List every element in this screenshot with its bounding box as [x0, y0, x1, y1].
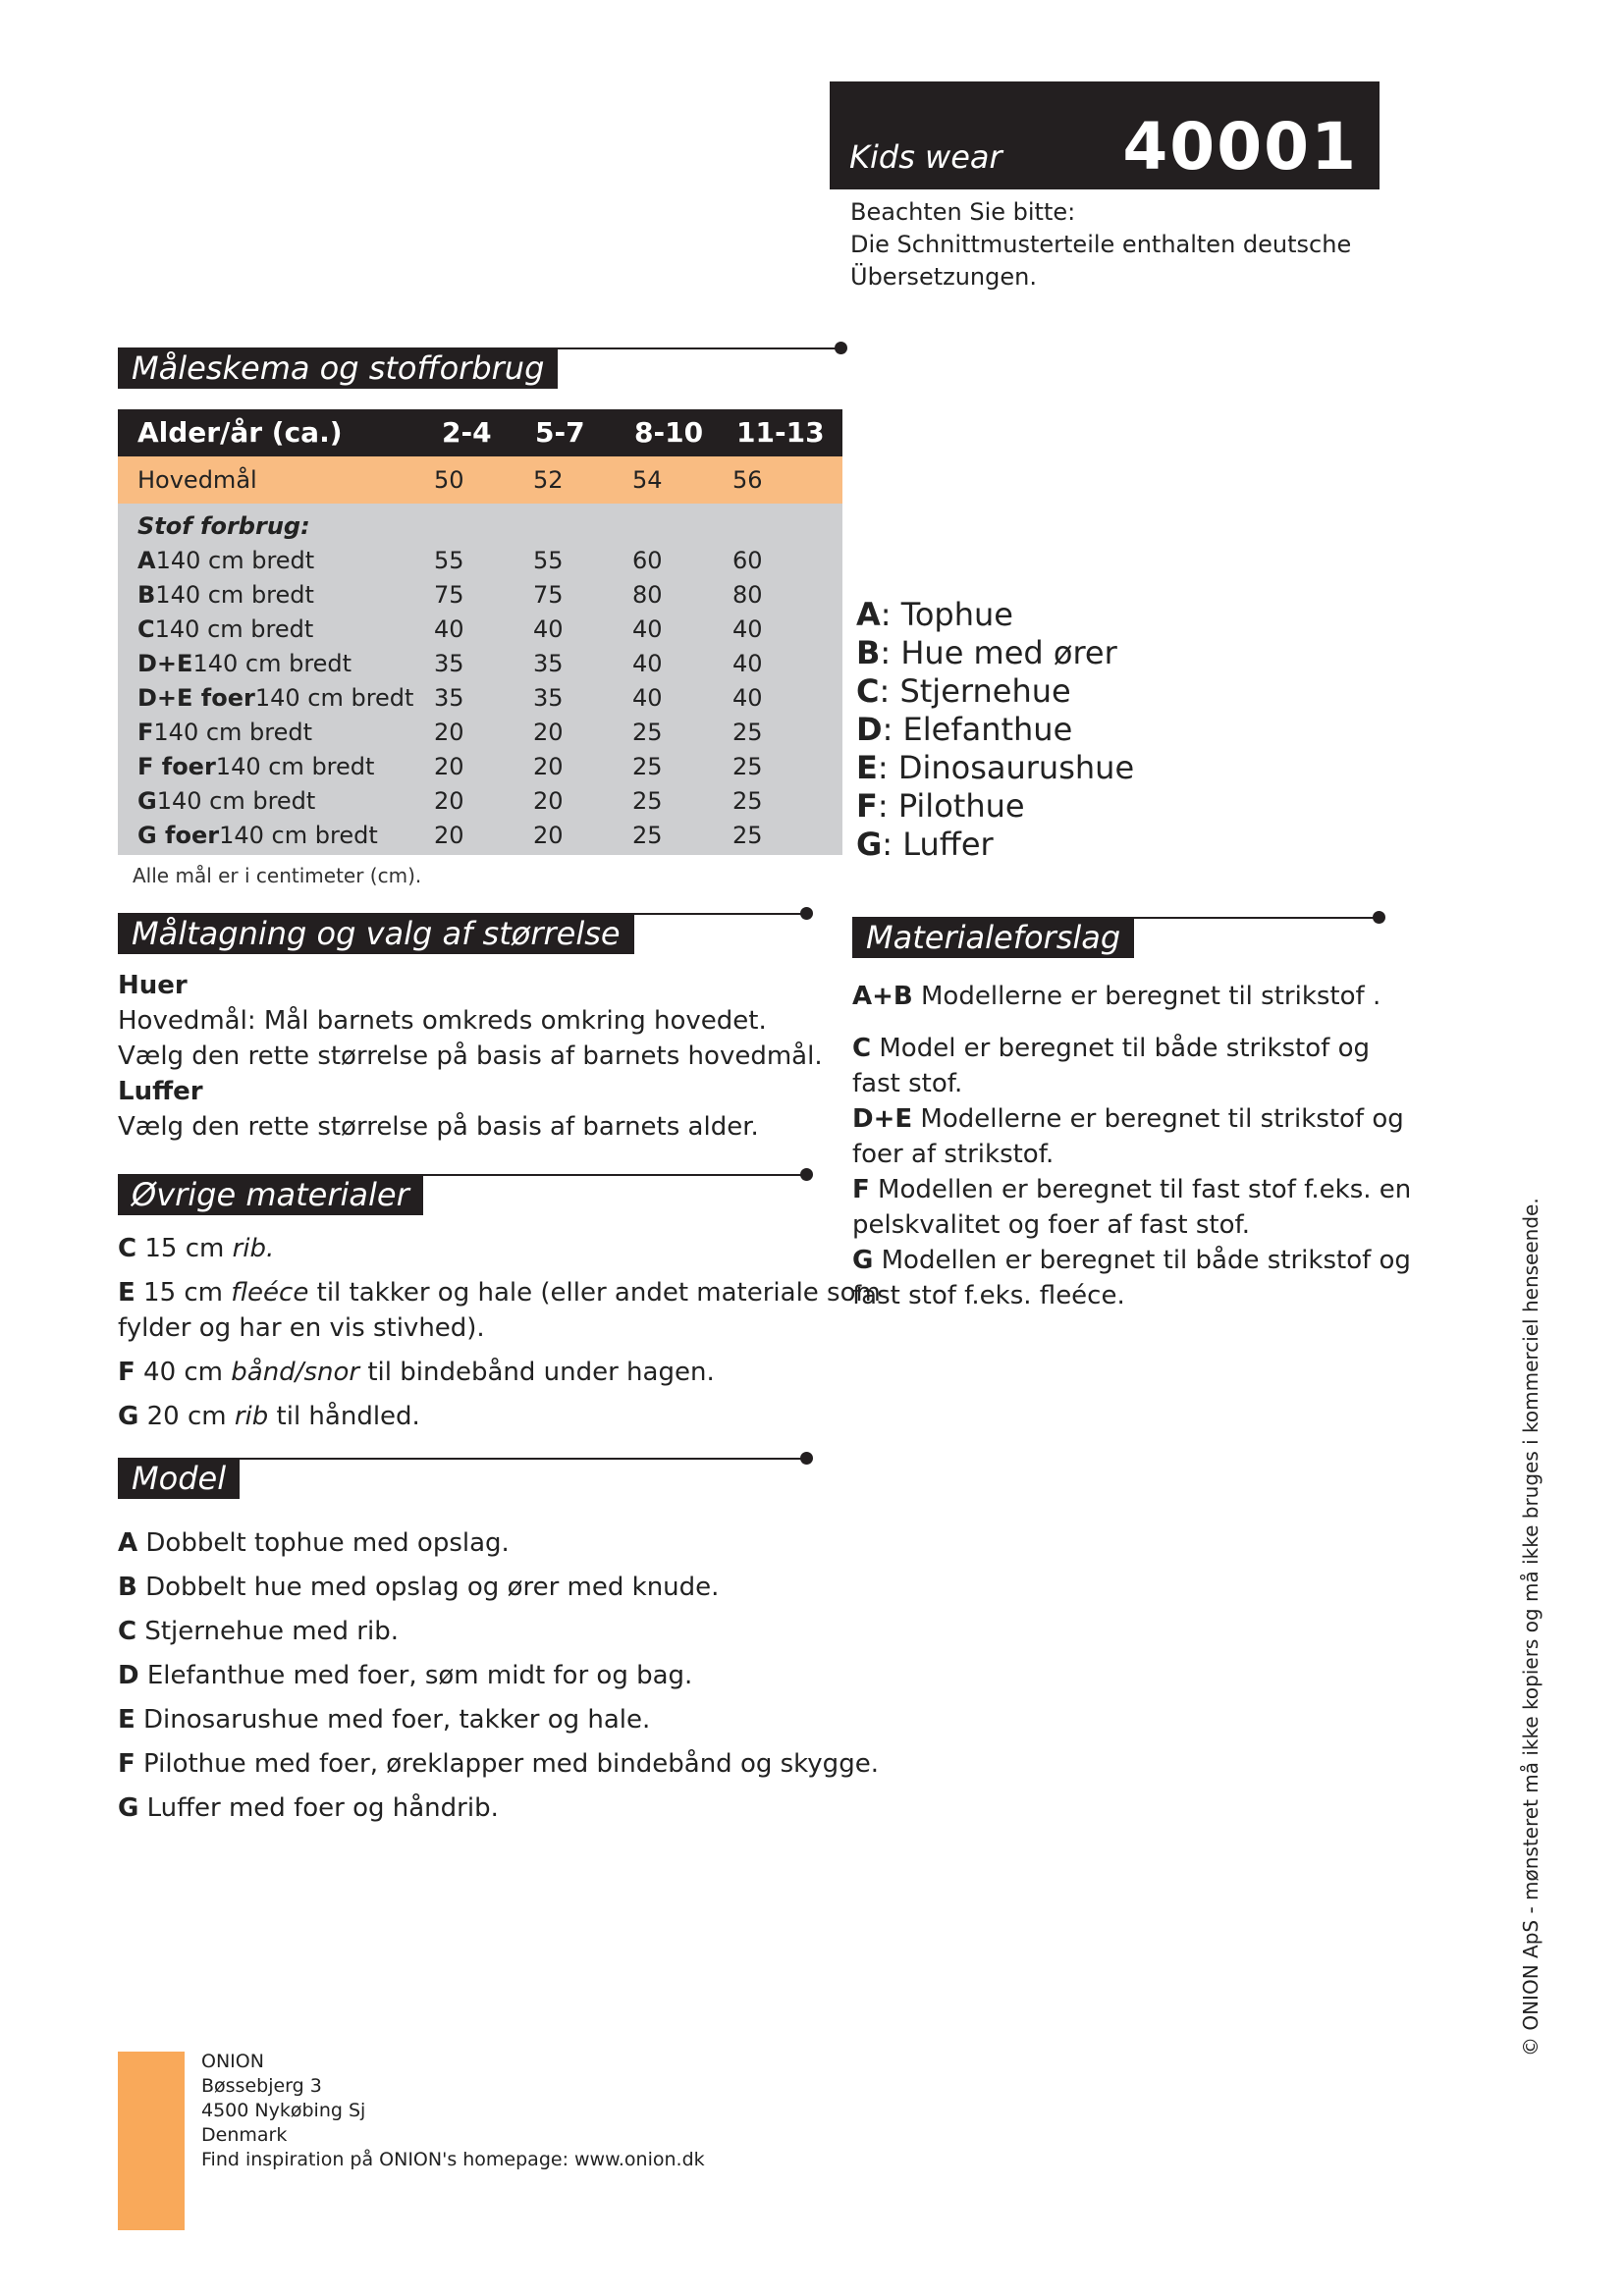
model-key: C: [856, 672, 880, 710]
row-key: C: [137, 615, 155, 643]
row-desc: 140 cm bredt: [155, 547, 315, 574]
item-text: fast stof f.eks. fleéce.: [852, 1281, 1125, 1310]
copyright-notice: © ONION ApS - mønsteret må ikke kopiers og må ikke bruges i kommerciel henseende.: [1519, 1198, 1543, 2056]
table-row: [118, 647, 842, 681]
cell: 52: [533, 466, 564, 494]
table-row: [118, 716, 842, 750]
model-desc: Dobbelt hue med opslag og ører med knude.: [136, 1573, 720, 1602]
section-materialeforslag: [852, 917, 1382, 958]
cell: 20: [434, 787, 464, 815]
cell: 25: [732, 822, 763, 849]
cell: 25: [632, 719, 663, 746]
row-label: [137, 578, 314, 613]
item-text: Modellerne er beregnet til strikstof og: [912, 1104, 1404, 1134]
row-label: Hovedmål: [137, 466, 257, 494]
cell: 25: [632, 822, 663, 849]
section-dot: [800, 907, 813, 920]
model-name: : Dinosaurushue: [877, 749, 1135, 786]
item-key: E: [118, 1278, 135, 1308]
cell: 40: [732, 650, 763, 677]
luffer-line: Vælg den rette størrelse på basis af barnets alder.: [118, 1112, 759, 1142]
cell: 20: [533, 753, 564, 780]
cell: 20: [434, 719, 464, 746]
cell: 75: [434, 581, 464, 609]
size-header: 2-4: [442, 416, 492, 449]
model-desc: Dobbelt tophue med opslag.: [137, 1528, 510, 1558]
table-row: [118, 578, 842, 613]
table-header-row: [118, 409, 842, 456]
cell: 80: [732, 581, 763, 609]
item-text: pelskvalitet og foer af fast stof.: [852, 1210, 1251, 1240]
section-title: Materialeforslag: [852, 917, 1134, 958]
item-text: Modellen er beregnet til både strikstof og: [873, 1246, 1411, 1275]
item-key: G: [118, 1402, 139, 1431]
item-material: rib: [234, 1402, 269, 1431]
cell: 25: [632, 753, 663, 780]
row-label: [137, 819, 378, 853]
footer-line: Bøssebjerg 3: [201, 2075, 322, 2097]
section-dot: [1373, 911, 1385, 924]
model-desc: Dinosarushue med foer, takker og hale.: [135, 1705, 651, 1735]
table-header-label: Alder/år (ca.): [137, 416, 343, 449]
cell: 20: [533, 787, 564, 815]
table-row: [118, 681, 842, 716]
model-name: : Hue med ører: [880, 634, 1117, 671]
row-desc: 140 cm bredt: [192, 650, 352, 677]
german-notice: [850, 196, 1400, 294]
item-key: G: [852, 1246, 874, 1275]
row-key: B: [137, 581, 156, 609]
cell: 25: [732, 719, 763, 746]
row-label: [137, 613, 314, 647]
model-desc: Elefanthue med foer, søm midt for og bag.: [138, 1661, 693, 1690]
model-key: D: [118, 1661, 139, 1690]
footer-line: Denmark: [201, 2124, 288, 2146]
model-key: B: [118, 1573, 137, 1602]
cell: 40: [533, 615, 564, 643]
category-label: Kids wear: [849, 138, 1002, 176]
table-row: [118, 544, 842, 578]
footer-address: [201, 2050, 705, 2172]
model-key: F: [118, 1749, 135, 1779]
section-oevrige: [118, 1174, 817, 1215]
model-name: : Luffer: [882, 826, 994, 863]
table-note: Alle mål er i centimeter (cm).: [133, 864, 422, 887]
cell: 40: [632, 650, 663, 677]
row-label: [137, 544, 315, 578]
notice-line: Übersetzungen.: [850, 263, 1037, 291]
model-legend-item: [856, 672, 1134, 711]
item-key: F: [118, 1358, 135, 1387]
cell: 40: [632, 615, 663, 643]
item-material: fleéce: [231, 1278, 309, 1308]
table-row: [118, 750, 842, 784]
item-amount: 15 cm: [135, 1278, 232, 1308]
row-key: D+E: [137, 650, 193, 677]
model-key: E: [856, 749, 878, 786]
model-item: [118, 1654, 879, 1698]
model-legend: [856, 596, 1134, 864]
row-key: D+E foer: [137, 684, 255, 712]
section-title: Øvrige materialer: [118, 1174, 423, 1215]
row-label: [137, 681, 414, 716]
oevrige-text: [118, 1231, 881, 1434]
section-title: Model: [118, 1458, 240, 1499]
item-key: C: [852, 1034, 872, 1063]
item-text: foer af strikstof.: [852, 1140, 1055, 1169]
footer-line: ONION: [201, 2051, 264, 2072]
pattern-code: 40001: [1122, 109, 1358, 185]
cell: 56: [732, 466, 763, 494]
footer-line: 4500 Nykøbing Sj: [201, 2100, 366, 2121]
fabric-usage-block: [118, 504, 842, 855]
table-row: [118, 784, 842, 819]
row-key: G foer: [137, 822, 220, 849]
model-legend-item: [856, 596, 1134, 634]
cell: 55: [533, 547, 564, 574]
cell: 75: [533, 581, 564, 609]
model-key: A: [118, 1528, 138, 1558]
model-legend-item: [856, 634, 1134, 672]
item-text: Modellen er beregnet til fast stof f.eks. en: [869, 1175, 1412, 1204]
model-item: [118, 1610, 879, 1654]
table-row: [118, 613, 842, 647]
model-key: G: [118, 1793, 139, 1823]
cell: 40: [732, 615, 763, 643]
model-key: C: [118, 1617, 137, 1646]
cell: 54: [632, 466, 663, 494]
row-label: [137, 716, 313, 750]
section-model: [118, 1458, 817, 1499]
row-desc: 140 cm bredt: [155, 581, 314, 609]
model-desc: Luffer med foer og håndrib.: [138, 1793, 499, 1823]
cell: 60: [732, 547, 763, 574]
cell: 35: [434, 684, 464, 712]
cell: 60: [632, 547, 663, 574]
item-text: fylder og har en vis stivhed).: [118, 1313, 485, 1343]
size-table: [118, 409, 842, 855]
item-amount: 15 cm: [136, 1234, 233, 1263]
item-amount: 40 cm: [135, 1358, 232, 1387]
item-text: til takker og hale (eller andet materiale som: [308, 1278, 881, 1308]
luffer-title: Luffer: [118, 1077, 203, 1106]
row-desc: 140 cm bredt: [254, 684, 414, 712]
size-header: 11-13: [736, 416, 825, 449]
model-name: : Tophue: [880, 596, 1013, 633]
huer-title: Huer: [118, 971, 188, 1000]
row-desc: 140 cm bredt: [156, 787, 316, 815]
model-list: [118, 1522, 879, 1831]
model-name: : Elefanthue: [882, 711, 1073, 748]
cell: 35: [533, 684, 564, 712]
model-legend-item: [856, 749, 1134, 787]
cell: 20: [533, 719, 564, 746]
model-item: [118, 1787, 879, 1831]
item-text: Modellerne er beregnet til strikstof .: [912, 982, 1381, 1011]
fabric-usage-title: Stof forbrug:: [137, 512, 310, 540]
item-key: A+B: [852, 982, 913, 1011]
section-title: Måleskema og stofforbrug: [118, 347, 558, 389]
cell: 20: [434, 753, 464, 780]
row-key: A: [137, 547, 156, 574]
section-dot: [800, 1168, 813, 1181]
maaltagning-text: [118, 968, 823, 1145]
model-name: : Pilothue: [877, 787, 1025, 825]
footer-orange-bar: [118, 2052, 185, 2230]
cell: 35: [533, 650, 564, 677]
row-label: [137, 750, 375, 784]
notice-line: Die Schnittmusterteile enthalten deutsche: [850, 231, 1352, 258]
model-item: [118, 1522, 879, 1566]
item-text: fast stof.: [852, 1069, 963, 1098]
fabric-usage-title-row: [118, 509, 842, 544]
notice-line: Beachten Sie bitte:: [850, 198, 1076, 226]
section-dot: [800, 1452, 813, 1465]
section-maaltagning: [118, 913, 817, 954]
row-label: [137, 784, 316, 819]
row-key: G: [137, 787, 157, 815]
cell: 50: [434, 466, 464, 494]
model-item: [118, 1698, 879, 1742]
row-desc: 140 cm bredt: [153, 719, 313, 746]
header-box: [830, 81, 1380, 189]
item-key: F: [852, 1175, 870, 1204]
model-legend-item: [856, 711, 1134, 749]
table-row-hovedmaal: [118, 456, 842, 504]
model-desc: Pilothue med foer, øreklapper med bindebånd og skygge.: [135, 1749, 879, 1779]
item-text: til håndled.: [268, 1402, 420, 1431]
row-key: F: [137, 719, 154, 746]
footer-line: Find inspiration på ONION's homepage: www.onion.dk: [201, 2149, 705, 2170]
cell: 40: [632, 684, 663, 712]
section-title: Måltagning og valg af størrelse: [118, 913, 634, 954]
model-legend-item: [856, 787, 1134, 826]
materialeforslag-text: [852, 979, 1411, 1313]
model-item: [118, 1566, 879, 1610]
table-row: [118, 819, 842, 853]
cell: 25: [732, 753, 763, 780]
item-text: til bindebånd under hagen.: [359, 1358, 715, 1387]
cell: 20: [434, 822, 464, 849]
huer-line: Hovedmål: Mål barnets omkreds omkring hovedet.: [118, 1006, 767, 1036]
model-key: A: [856, 596, 881, 633]
item-material: rib.: [232, 1234, 275, 1263]
cell: 40: [732, 684, 763, 712]
size-header: 5-7: [535, 416, 585, 449]
model-key: D: [856, 711, 883, 748]
model-desc: Stjernehue med rib.: [136, 1617, 399, 1646]
model-item: [118, 1742, 879, 1787]
row-key: F foer: [137, 753, 216, 780]
fabric-rows: [118, 544, 842, 853]
row-desc: 140 cm bredt: [219, 822, 378, 849]
cell: 35: [434, 650, 464, 677]
model-key: B: [856, 634, 881, 671]
row-desc: 140 cm bredt: [154, 615, 314, 643]
cell: 55: [434, 547, 464, 574]
cell: 40: [434, 615, 464, 643]
cell: 80: [632, 581, 663, 609]
huer-line: Vælg den rette størrelse på basis af barnets hovedmål.: [118, 1041, 823, 1071]
section-maaleskema: [118, 347, 844, 389]
item-key: C: [118, 1234, 137, 1263]
model-key: G: [856, 826, 883, 863]
size-header: 8-10: [634, 416, 704, 449]
row-label: [137, 647, 352, 681]
model-name: : Stjernehue: [879, 672, 1071, 710]
cell: 25: [632, 787, 663, 815]
model-key: F: [856, 787, 878, 825]
item-amount: 20 cm: [138, 1402, 235, 1431]
section-dot: [835, 342, 847, 354]
model-key: E: [118, 1705, 135, 1735]
row-desc: 140 cm bredt: [215, 753, 375, 780]
cell: 25: [732, 787, 763, 815]
model-legend-item: [856, 826, 1134, 864]
item-key: D+E: [852, 1104, 913, 1134]
item-text: Model er beregnet til både strikstof og: [871, 1034, 1370, 1063]
cell: 20: [533, 822, 564, 849]
item-material: bånd/snor: [231, 1358, 360, 1387]
